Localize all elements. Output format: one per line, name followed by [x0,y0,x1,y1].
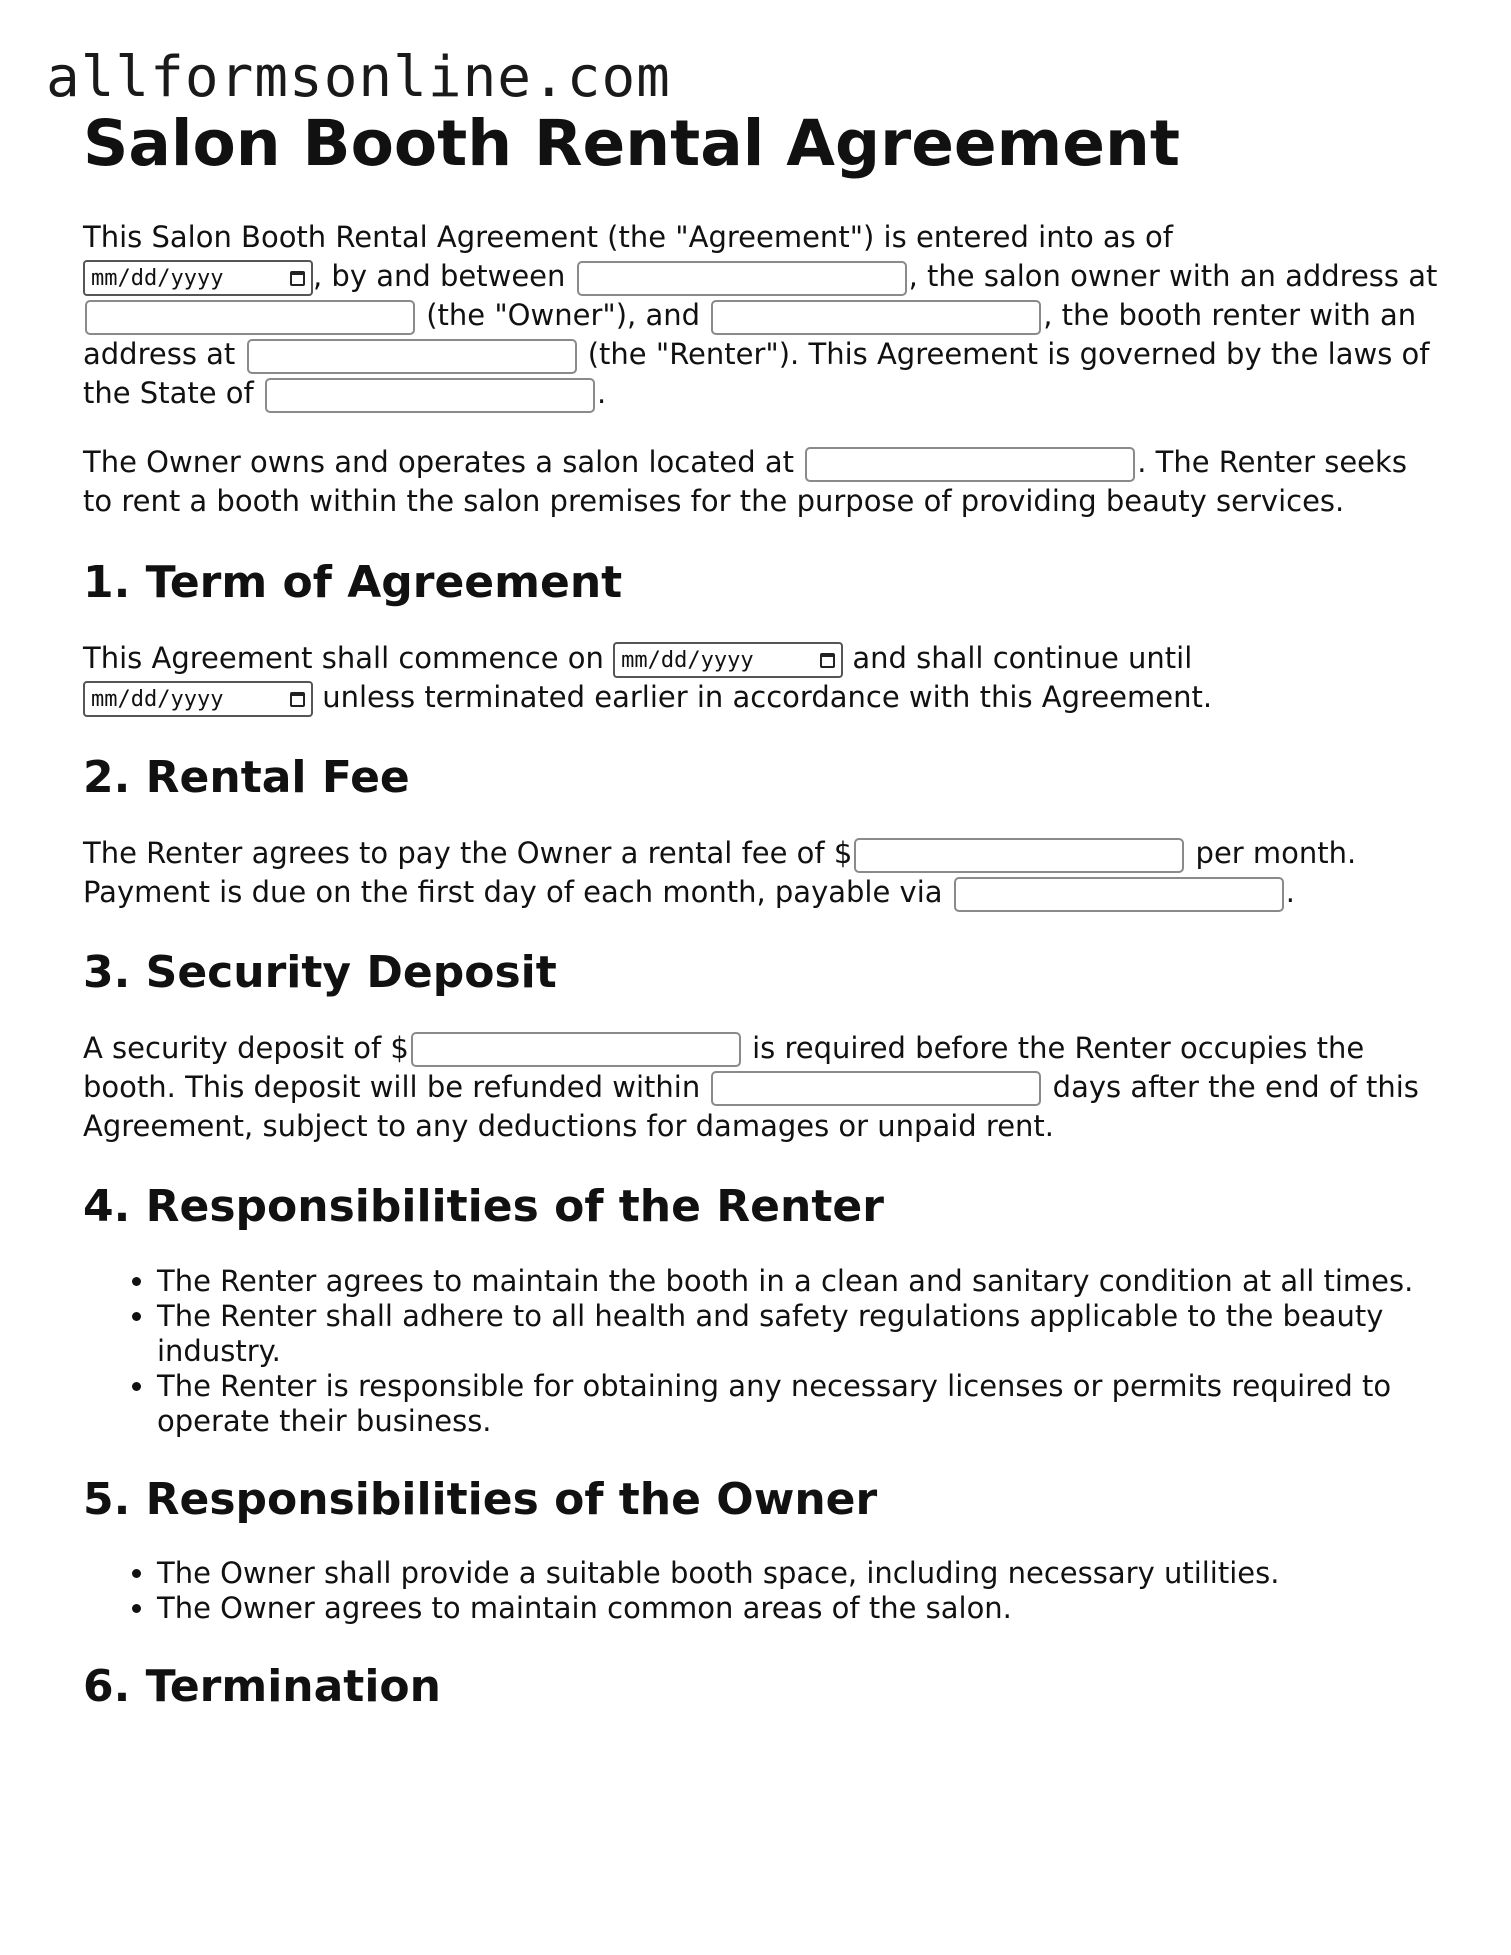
intro-text: , the salon owner with an address at [908,259,1438,294]
intro-paragraph [83,218,1443,413]
intro-text: (the "Renter"). This Agreement is governed by the laws of the State of [83,337,1430,411]
page-title: Salon Booth Rental Agreement [83,107,1180,180]
deposit-text: A security deposit of $ [83,1030,409,1065]
salon-text: The Owner owns and operates a salon located at [83,445,794,480]
refund-days-field[interactable] [711,1071,1041,1106]
salon-text: . The Renter seeks to rent a booth within the salon premises for the purpose of providing beauty services. [83,445,1407,519]
list-item: • The Renter shall adhere to all health and safety regulations applicable to the beauty industry. [157,1299,1443,1369]
payment-method-field[interactable] [954,877,1284,912]
fee-paragraph [83,834,1443,912]
watermark: allformsonline.com [46,45,671,110]
date-placeholder: mm/dd/yyyy [621,647,754,673]
section-heading-fee: 2. Rental Fee [83,752,410,804]
agreement-date-input[interactable] [83,260,313,296]
term-text: This Agreement shall commence on [83,641,604,676]
intro-text: (the "Owner"), and [426,298,701,333]
renter-responsibilities-list [83,1264,1443,1439]
date-placeholder: mm/dd/yyyy [91,265,224,291]
term-text: and shall continue until [852,641,1193,676]
end-date-input[interactable] [83,681,313,717]
section-heading-owner: 5. Responsibilities of the Owner [83,1473,878,1525]
term-paragraph [83,639,1443,717]
list-item: • The Renter is responsible for obtaining any necessary licenses or permits required to operate their business. [157,1369,1443,1439]
list-item: • The Owner shall provide a suitable booth space, including necessary utilities. [157,1556,1443,1591]
salon-location-paragraph [83,443,1443,521]
owner-responsibilities-list [83,1556,1443,1626]
calendar-icon[interactable] [290,692,305,707]
section-heading-deposit: 3. Security Deposit [83,947,557,999]
deposit-paragraph [83,1029,1443,1146]
date-placeholder: mm/dd/yyyy [91,686,224,712]
intro-text: This Salon Booth Rental Agreement (the "Agreement") is entered into as of [83,220,1173,255]
intro-text: , by and between [313,259,566,294]
fee-text: . [1285,875,1295,910]
fee-text: per month. Payment is due on the first day of each month, payable via [83,836,1357,910]
calendar-icon[interactable] [290,271,305,286]
renter-address-field[interactable] [247,339,577,374]
owner-address-field[interactable] [85,300,415,335]
section-heading-term: 1. Term of Agreement [83,557,623,609]
fee-text: The Renter agrees to pay the Owner a rental fee of $ [83,836,853,871]
rental-fee-field[interactable] [854,838,1184,873]
calendar-icon[interactable] [820,653,835,668]
list-item: • The Renter agrees to maintain the booth in a clean and sanitary condition at all times. [157,1264,1443,1299]
list-item: • The Owner agrees to maintain common areas of the salon. [157,1591,1443,1626]
deposit-text: days after the end of this Agreement, subject to any deductions for damages or unpaid rent. [83,1069,1419,1143]
deposit-amount-field[interactable] [411,1032,741,1067]
renter-name-field[interactable] [711,300,1041,335]
salon-location-field[interactable] [805,447,1135,482]
commence-date-input[interactable] [613,642,843,678]
owner-name-field[interactable] [577,261,907,296]
intro-text: . [596,376,607,411]
document-page [83,108,1443,1714]
section-heading-termination: 6. Termination [83,1661,441,1713]
section-heading-renter: 4. Responsibilities of the Renter [83,1180,884,1232]
term-text: unless terminated earlier in accordance with this Agreement. [322,680,1213,715]
state-field[interactable] [265,378,595,413]
deposit-text: is required before the Renter occupies the booth. This deposit will be refunded within [83,1030,1365,1104]
intro-text: , the booth renter with an address at [83,298,1417,372]
